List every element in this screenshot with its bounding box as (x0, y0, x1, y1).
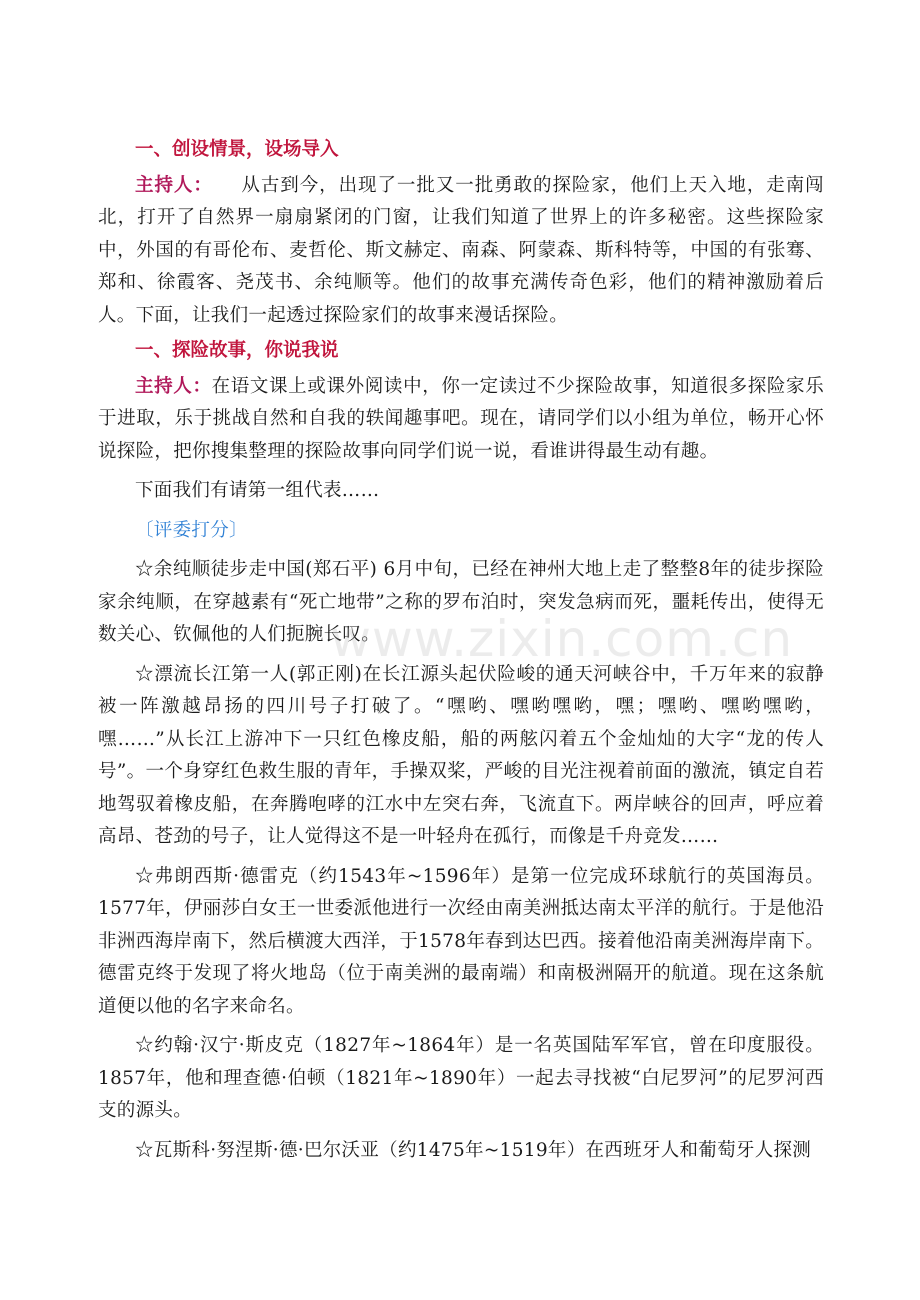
story-paragraph: ☆弗朗西斯·德雷克（约1543年~1596年）是第一位完成环球航行的英国海员。1577年，伊丽莎白女王一世委派他进行一次经由南美洲抵达南太平洋的航行。于是他沿非洲西海岸南下，然后横渡大西洋，于1578年春到达巴西。接着他沿南美洲海岸南下。德雷克终于发现了将火地岛（位于南美洲的最南端）和南极洲隔开的航道。现在这条航道便以他的名字来命名。 (98, 865, 824, 1017)
host-label: 主持人： (135, 375, 212, 397)
host-label: 主持人： (135, 174, 213, 196)
intro-paragraph (98, 170, 824, 333)
judge-note: 〔评委打分〕 (135, 519, 248, 541)
watermark-text: www.zixin.com.cn (330, 610, 794, 668)
story-paragraph: ☆瓦斯科·努涅斯·德·巴尔沃亚（约1475年~1519年）在西班牙人和葡萄牙人探测 (135, 1139, 812, 1161)
section-heading-stories: 一、探险故事，你说我说 (135, 340, 339, 361)
story-prompt-text: 在语文课上或课外阅读中，你一定读过不少探险故事，知道很多探险家乐于进取，乐于挑战自然和自我的轶闻趣事吧。现在，请同学们以小组为单位，畅开心怀说探险，把你搜集整理的探险故事向同学们说一说，看谁讲得最生动有趣。 (98, 375, 824, 462)
invite-line: 下面我们有请第一组代表…… (135, 480, 380, 501)
story-prompt-paragraph (98, 371, 824, 469)
intro-text: 从古到今，出现了一批又一批勇敢的探险家，他们上天入地，走南闯北，打开了自然界一扇扇紧闭的门窗，让我们知道了世界上的许多秘密。这些探险家中，外国的有哥伦布、麦哲伦、斯文赫定、南森、阿蒙森、斯科特等，中国的有张骞、郑和、徐霞客、尧茂书、余纯顺等。他们的故事充满传奇色彩，他们的精神激励着后人。下面，让我们一起透过探险家们的故事来漫话探险。 (98, 174, 824, 326)
story-paragraph: ☆约翰·汉宁·斯皮克（1827年~1864年）是一名英国陆军军官，曾在印度服役。1857年，他和理查德·伯顿（1821年~1890年）一起去寻找被“白尼罗河”的尼罗河西支的源头。 (98, 1035, 824, 1121)
section-heading-intro: 一、创设情景，设场导入 (135, 139, 339, 160)
story-paragraph: ☆漂流长江第一人(郭正刚)在长江源头起伏险峻的通天河峡谷中，千万年来的寂静被一阵激越昂扬的四川号子打破了。“嘿哟、嘿哟嘿哟，嘿；嘿哟、嘿哟嘿哟，嘿……”从长江上游冲下一只红色橡皮船，船的两舷闪着五个金灿灿的大字“龙的传人号”。一个身穿红色救生服的青年，手操双桨，严峻的目光注视着前面的激流，镇定自若地驾驭着橡皮船，在奔腾咆哮的江水中左突右奔，飞流直下。两岸峡谷的回声，呼应着高昂、苍劲的号子，让人觉得这不是一叶轻舟在孤行，而像是千舟竞发…… (98, 663, 824, 847)
story-paragraph: ☆余纯顺徒步走中国(郑石平) 6月中旬，已经在神州大地上走了整整8年的徒步探险家余纯顺，在穿越素有“死亡地带”之称的罗布泊时，突发急病而死，噩耗传出，使得无数关心、钦佩他的人们扼腕长叹。 (98, 559, 824, 645)
document-body (98, 134, 824, 1167)
